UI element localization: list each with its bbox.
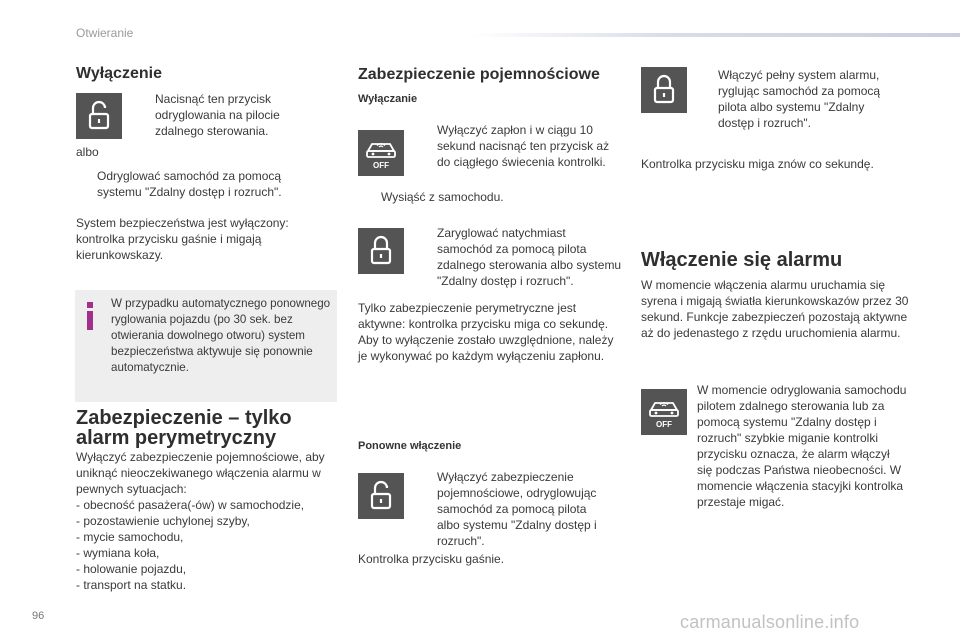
- middle-final-para: Kontrolka przycisku gaśnie.: [358, 552, 505, 566]
- section-title-perymetryczny-2: alarm perymetryczny: [76, 427, 277, 449]
- right-bullet-1: Włączyć pełny system alarmu, ryglując samochód za pomocą pilota albo systemu "Zdalny dostęp i rozruch".: [718, 68, 881, 130]
- left-bullet-2: Odryglować samochód za pomocą systemu "Zdalny dostęp i rozruch".: [97, 169, 282, 199]
- car-alarm-off-button-icon: [641, 389, 687, 435]
- unlock-button-icon: [76, 93, 122, 139]
- off-label: OFF: [656, 420, 672, 429]
- middle-status-para: Tylko zabezpieczenie perymetryczne jest aktywne: kontrolka przycisku miga co sekundę. Aby to wyłączenie zostało uwzględnione, należy je wykonywać po każdym wyłączeniu zapłonu.: [358, 301, 614, 363]
- situations-list: [76, 497, 304, 593]
- list-item: - mycie samochodu,: [76, 530, 184, 544]
- subheading-ponowne-wlaczenie: Ponowne włączenie: [358, 440, 462, 452]
- list-item: - transport na statku.: [76, 578, 187, 592]
- info-icon: [84, 302, 96, 330]
- off-label: OFF: [373, 161, 389, 170]
- lock-button-icon: [641, 67, 687, 113]
- right-status-para: Kontrolka przycisku miga znów co sekundę.: [641, 157, 874, 171]
- watermark: carmanualsonline.info: [680, 612, 860, 632]
- header-rule: [470, 33, 960, 37]
- left-bullet-1: Nacisnąć ten przycisk odryglowania na pilocie zdalnego sterowania.: [155, 92, 280, 138]
- lock-button-icon: [358, 228, 404, 274]
- subheading-wylaczanie: Wyłączanie: [358, 93, 418, 105]
- list-item: - obecność pasażera(-ów) w samochodzie,: [76, 498, 305, 512]
- albo-text: albo: [76, 145, 99, 159]
- list-item: - holowanie pojazdu,: [76, 562, 187, 576]
- middle-bullet-4: Wyłączyć zabezpieczenie pojemnościowe, odryglowując samochód za pomocą pilota albo systemu "Zdalny dostęp i rozruch".: [437, 470, 597, 548]
- middle-bullet-3: Zaryglować natychmiast samochód za pomocą pilota zdalnego sterowania albo systemu "Zdalny dostęp i rozruch".: [437, 226, 622, 288]
- page-number: 96: [32, 610, 45, 622]
- left-status-para: System bezpieczeństwa jest wyłączony: kontrolka przycisku gaśnie i migają kierunkowskazy.: [76, 216, 289, 262]
- running-header: Otwieranie: [76, 26, 134, 40]
- list-item: - pozostawienie uchylonej szyby,: [76, 514, 250, 528]
- section-title-wylaczenie: Wyłączenie: [76, 65, 162, 82]
- section-title-wlaczenie-alarmu: Włączenie się alarmu: [641, 249, 843, 271]
- unlock-button-icon: [358, 473, 404, 519]
- info-box: [75, 290, 337, 402]
- middle-bullet-2: Wysiąść z samochodu.: [381, 190, 504, 204]
- section-title-pojemnosciowe: Zabezpieczenie pojemnościowe: [358, 66, 600, 83]
- right-alarm-para: W momencie włączenia alarmu uruchamia się syrena i migają światła kierunkowskazów przez 30 sekund. Funkcje zabezpieczeń pozostają aktywne aż do jedenastego z rzędu uruchomienia alarmu.: [641, 278, 909, 340]
- right-note-para: W momencie odryglowania samochodu pilotem zdalnego sterowania lub za pomocą systemu "Zdalny dostęp i rozruch" szybkie miganie kontrolki przycisku oznacza, że alarm włączył się podczas Państwa nieobecności. W momencie włączenia stacyjki kontrolka przestaje migać.: [697, 383, 907, 509]
- section-title-perymetryczny-1: Zabezpieczenie – tylko: [76, 407, 292, 429]
- car-alarm-off-button-icon: [358, 130, 404, 176]
- info-text: W przypadku automatycznego ponownego ryglowania pojazdu (po 30 sek. bez otwierania dowolnego otworu) system bezpieczeństwa aktywuje się ponownie automatycznie.: [111, 297, 331, 374]
- list-item: - wymiana koła,: [76, 546, 160, 560]
- left-intro-para: Wyłączyć zabezpieczenie pojemnościowe, aby uniknąć nieoczekiwanego włączenia alarmu w pewnych sytuacjach:: [76, 450, 325, 496]
- middle-bullet-1: Wyłączyć zapłon i w ciągu 10 sekund nacisnąć ten przycisk aż do ciągłego świecenia kontrolki.: [437, 123, 610, 169]
